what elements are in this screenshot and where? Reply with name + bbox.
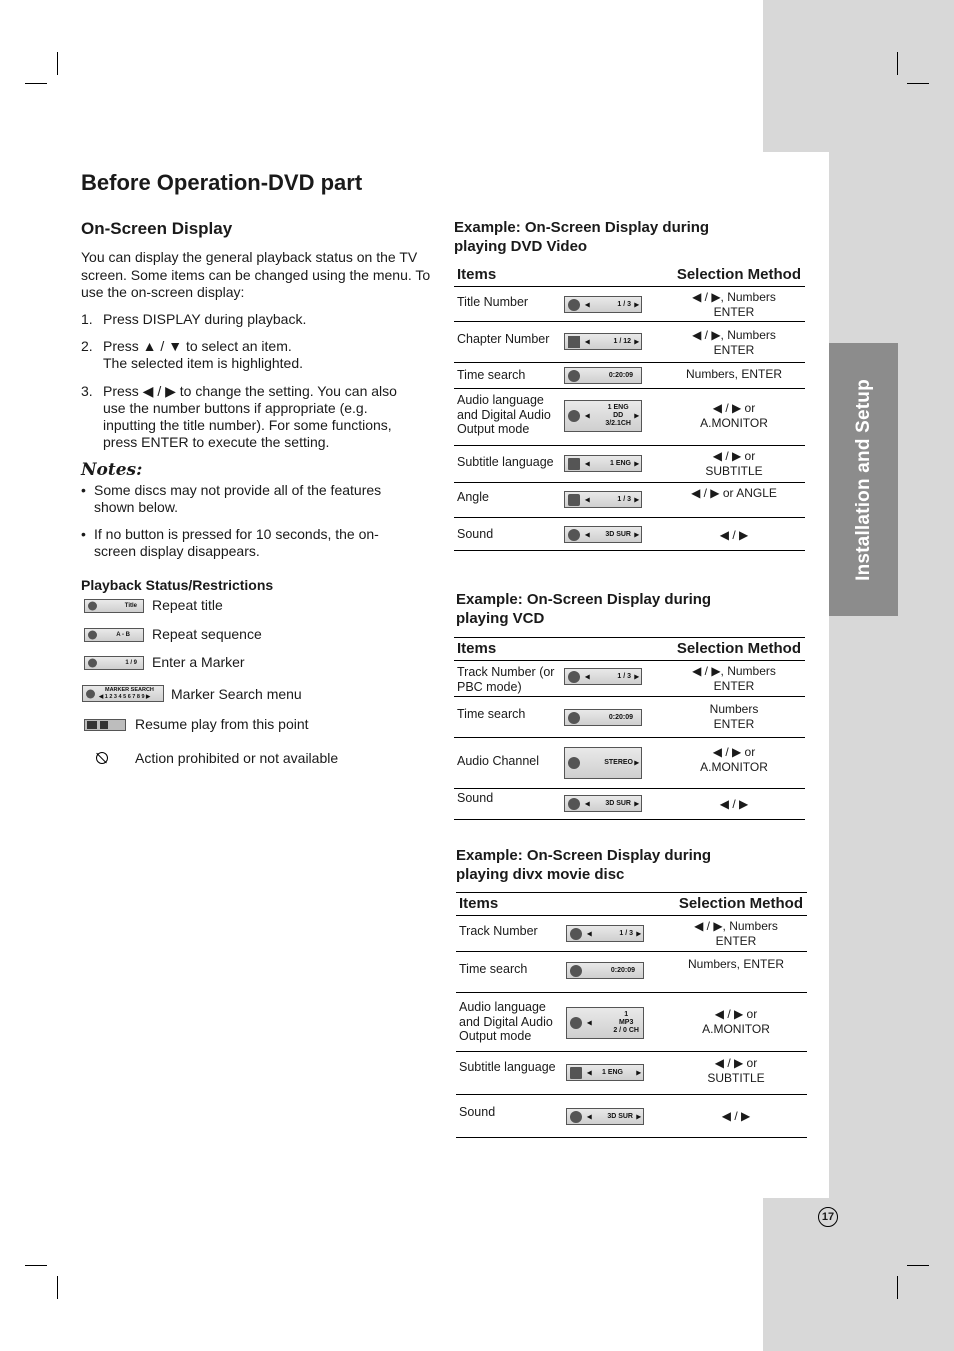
marker-search-icon: MARKER SEARCH ◀ 1 2 3 4 5 6 7 8 9 ▶ — [82, 685, 164, 702]
resume-icon — [84, 719, 126, 731]
dvd-table-heading: Example: On-Screen Display during playing DVD Video — [454, 219, 710, 255]
crop-mark — [907, 83, 929, 84]
time-search-osd: 0:20:09 — [564, 709, 642, 726]
table-row: Sound ◀ 3D SUR ▶ ◀ / ▶ — [454, 518, 805, 551]
sound-osd: ◀ 3D SUR ▶ — [564, 526, 642, 543]
table-header: Items Selection Method — [454, 637, 805, 661]
table-header: Items Selection Method — [454, 264, 805, 287]
angle-osd: ◀ 1 / 3 ▶ — [564, 491, 642, 508]
crop-mark — [897, 52, 898, 75]
sound-osd: ◀ 3D SUR ▶ — [564, 795, 642, 812]
track-number-osd: ◀ 1 / 3 ▶ — [564, 668, 642, 685]
table-row: Angle ◀ 1 / 3 ▶ ◀ / ▶ or ANGLE — [454, 483, 805, 518]
table-row: Audio language and Digital Audio Output mode ◀ 1 ENG DD 3/2.1CH ▶ ◀ / ▶ or A.MONITOR — [454, 389, 805, 446]
repeat-title-icon: Title — [84, 599, 144, 613]
table-row: Track Number (or PBC mode) ◀ 1 / 3 ▶ ◀ / ▶, Numbers ENTER — [454, 661, 805, 697]
table-row: Time search 0:20:09 Numbers ENTER — [454, 697, 805, 738]
vcd-table-heading: Example: On-Screen Display during playing VCD — [456, 591, 712, 627]
page-number: 17 — [818, 1207, 838, 1227]
table-row: Sound ◀ 3D SUR ▶ ◀ / ▶ — [456, 1095, 807, 1138]
subtitle-osd: ◀ 1 ENG ▶ — [566, 1064, 644, 1081]
status-label: Resume play from this point — [135, 716, 309, 732]
prohibited-icon — [96, 752, 108, 764]
section-tab-label: Installation and Setup — [852, 378, 874, 581]
audio-language-osd: ◀ 1 MP3 2 / 0 CH — [566, 1007, 644, 1039]
subtitle-osd: ◀ 1 ENG ▶ — [564, 455, 642, 472]
table-row: Audio language and Digital Audio Output mode ◀ 1 MP3 2 / 0 CH ◀ / ▶ or A.MONITOR — [456, 993, 807, 1052]
status-label: Repeat title — [152, 597, 223, 613]
vcd-table — [454, 637, 805, 820]
table-row: Time search 0:20:09 Numbers, ENTER — [454, 363, 805, 389]
status-label: Enter a Marker — [152, 654, 245, 670]
section-heading: On-Screen Display — [81, 219, 233, 238]
dvd-table — [454, 264, 805, 551]
table-row: Sound ◀ 3D SUR ▶ ◀ / ▶ — [454, 789, 805, 820]
table-row: Subtitle language ◀ 1 ENG ▶ ◀ / ▶ or SUBTITLE — [454, 446, 805, 483]
page-title: Before Operation-DVD part — [81, 170, 363, 195]
marker-icon: 1 / 9 — [84, 656, 144, 670]
table-row: Audio Channel STEREO ▶ ◀ / ▶ or A.MONITOR — [454, 738, 805, 789]
audio-channel-osd: STEREO ▶ — [564, 747, 642, 779]
audio-language-osd: ◀ 1 ENG DD 3/2.1CH ▶ — [564, 400, 642, 432]
crop-mark — [907, 1265, 929, 1266]
crop-mark — [57, 1276, 58, 1299]
table-row: Track Number ◀ 1 / 3 ▶ ◀ / ▶, Numbers ENTER — [456, 916, 807, 952]
status-label: Action prohibited or not available — [135, 750, 339, 766]
divx-table — [456, 892, 807, 1138]
repeat-ab-icon: A - B — [84, 628, 144, 642]
chapter-number-osd: ◀ 1 / 12 ▶ — [564, 333, 642, 350]
table-row: Subtitle language ◀ 1 ENG ▶ ◀ / ▶ or SUBTITLE — [456, 1052, 807, 1095]
table-row: Time search 0:20:09 Numbers, ENTER — [456, 952, 807, 993]
crop-mark — [897, 1276, 898, 1299]
table-row: Title Number ◀ 1 / 3 ▶ ◀ / ▶, Numbers ENTER — [454, 287, 805, 322]
table-row: Chapter Number ◀ 1 / 12 ▶ ◀ / ▶, Numbers ENTER — [454, 322, 805, 363]
table-header: Items Selection Method — [456, 892, 807, 916]
crop-mark — [25, 83, 47, 84]
crop-mark — [57, 52, 58, 75]
time-search-osd: 0:20:09 — [566, 962, 644, 979]
track-number-osd: ◀ 1 / 3 ▶ — [566, 925, 644, 942]
status-label: Marker Search menu — [171, 686, 302, 702]
title-number-osd: ◀ 1 / 3 ▶ — [564, 296, 642, 313]
playback-status-heading: Playback Status/Restrictions — [81, 577, 274, 593]
divx-table-heading: Example: On-Screen Display during playing divx movie disc — [456, 847, 712, 883]
intro-text: You can display the general playback status on the TV screen. Some items can be changed using the menu. To use the on-screen display: — [81, 249, 431, 300]
crop-mark — [25, 1265, 47, 1266]
notes-heading: Notes: — [81, 460, 143, 480]
status-label: Repeat sequence — [152, 626, 262, 642]
time-search-osd: 0:20:09 — [564, 367, 642, 384]
sound-osd: ◀ 3D SUR ▶ — [566, 1108, 644, 1125]
